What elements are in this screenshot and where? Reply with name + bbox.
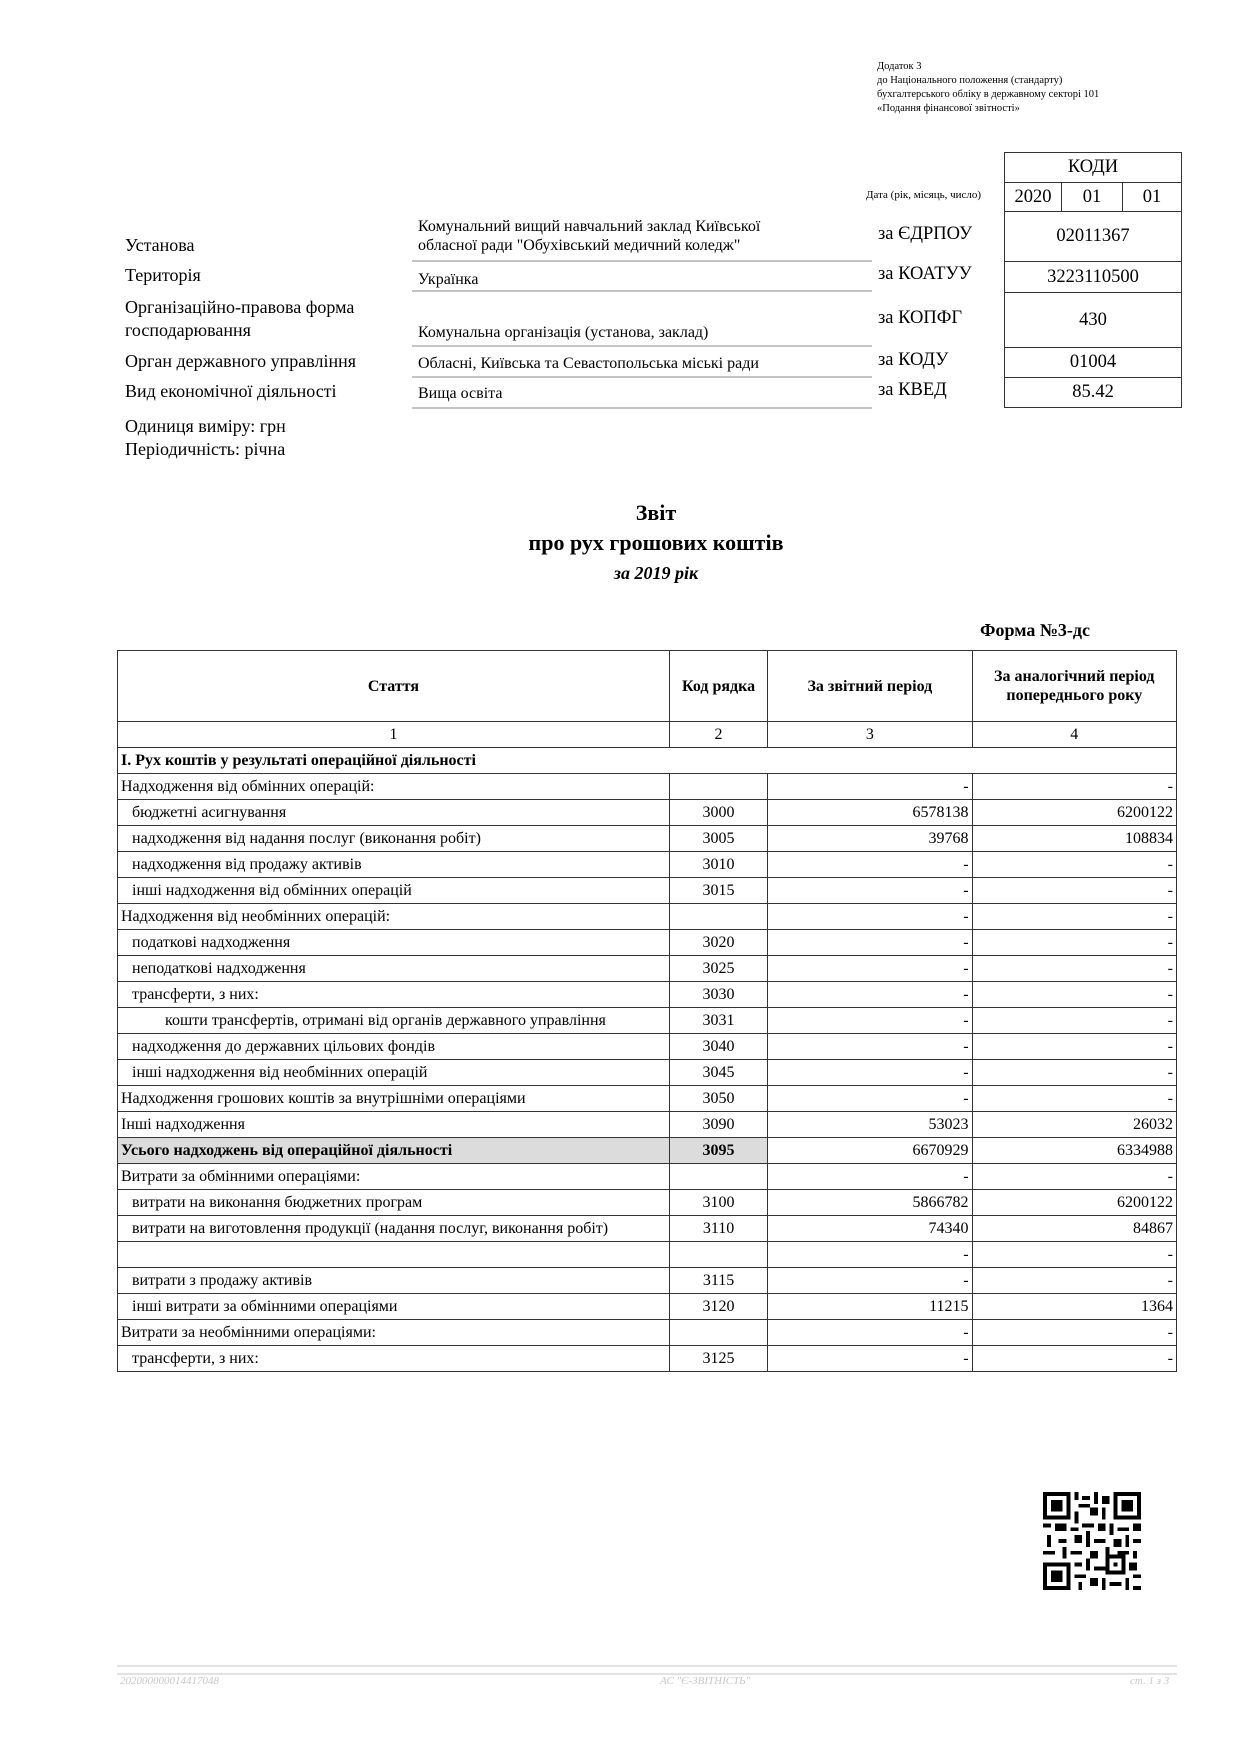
row-current: 74340: [768, 1216, 972, 1242]
row-label: надходження від продажу активів: [118, 852, 670, 878]
authority-value: Обласні, Київська та Севастопольська міські ради: [412, 352, 872, 378]
footer-divider: [117, 1665, 1177, 1675]
row-previous: -: [972, 982, 1176, 1008]
row-label: Інші надходження: [118, 1112, 670, 1138]
table-row: [118, 1164, 1177, 1190]
authority-label: Орган державного управління: [125, 351, 357, 371]
table-row: [118, 956, 1177, 982]
row-label: інші надходження від необмінних операцій: [118, 1060, 670, 1086]
appendix-note: [877, 60, 1099, 116]
column-number-row: [118, 722, 1177, 748]
table-row: [118, 826, 1177, 852]
institution-value: [412, 216, 872, 262]
date-year: 2020: [1005, 183, 1062, 212]
row-current: -: [768, 930, 972, 956]
table-row: [118, 852, 1177, 878]
row-previous: -: [972, 1060, 1176, 1086]
institution-value-line: Комунальний вищий навчальний заклад Київської: [418, 218, 761, 235]
row-previous: -: [972, 930, 1176, 956]
row-code: 3000: [669, 800, 767, 826]
row-code: 3095: [669, 1138, 767, 1164]
row-code: 3050: [669, 1086, 767, 1112]
row-previous: -: [972, 1268, 1176, 1294]
section-row: [118, 748, 1177, 774]
row-code: 3030: [669, 982, 767, 1008]
row-current: -: [768, 1242, 972, 1268]
row-current: -: [768, 1346, 972, 1372]
legal-form-label: [125, 296, 354, 342]
row-previous: 6200122: [972, 800, 1176, 826]
report-title: Звіт: [635, 500, 677, 525]
row-previous: 108834: [972, 826, 1176, 852]
row-label: податкові надходження: [118, 930, 670, 956]
table-row: [118, 878, 1177, 904]
row-previous: -: [972, 956, 1176, 982]
row-previous: 6334988: [972, 1138, 1176, 1164]
row-code: 3125: [669, 1346, 767, 1372]
table-row: [118, 1086, 1177, 1112]
row-code: 3025: [669, 956, 767, 982]
row-label: трансферти, з них:: [118, 1346, 670, 1372]
row-label: трансферти, з них:: [118, 982, 670, 1008]
cash-flow-table: [117, 650, 1177, 1372]
row-code: 3120: [669, 1294, 767, 1320]
appendix-line: до Національного положення (стандарту): [877, 75, 1063, 86]
section-title: І. Рух коштів у результаті операційної діяльності: [118, 748, 1177, 774]
table-row: [118, 800, 1177, 826]
report-period: за 2019 рік: [613, 563, 699, 583]
territory-label: Територія: [125, 265, 201, 285]
row-previous: -: [972, 852, 1176, 878]
footer-page: ст. 1 з 3: [1130, 1675, 1170, 1687]
row-current: -: [768, 878, 972, 904]
table-row: [118, 1060, 1177, 1086]
row-current: -: [768, 956, 972, 982]
report-subtitle: про рух грошових коштів: [528, 530, 784, 555]
row-label: Надходження грошових коштів за внутрішніми операціями: [118, 1086, 670, 1112]
row-current: -: [768, 982, 972, 1008]
table-row: [118, 1320, 1177, 1346]
column-number: 1: [118, 722, 670, 748]
row-label: надходження від надання послуг (виконання робіт): [118, 826, 670, 852]
row-code: 3040: [669, 1034, 767, 1060]
table-row: [118, 1294, 1177, 1320]
row-label: надходження до державних цільових фондів: [118, 1034, 670, 1060]
table-row: [118, 1268, 1177, 1294]
table-row: [118, 1008, 1177, 1034]
row-code: 3031: [669, 1008, 767, 1034]
row-code: [669, 1320, 767, 1346]
header-article: Стаття: [118, 651, 670, 722]
date-day: 01: [1123, 183, 1182, 212]
row-previous: -: [972, 1242, 1176, 1268]
row-label: витрати на виготовлення продукції (надання послуг, виконання робіт): [118, 1216, 670, 1242]
row-label: Усього надходжень від операційної діяльності: [118, 1138, 670, 1164]
row-current: -: [768, 1268, 972, 1294]
table-row: [118, 1034, 1177, 1060]
code-label-koatuu: за КОАТУУ: [878, 264, 972, 284]
row-previous: -: [972, 1034, 1176, 1060]
row-code: 3110: [669, 1216, 767, 1242]
institution-value-line: обласної ради "Обухівський медичний коледж": [418, 237, 741, 254]
appendix-line: бухгалтерського обліку в державному секторі 101: [877, 89, 1100, 100]
unit-label: Одиниця виміру: грн: [125, 416, 286, 436]
table-row: [118, 1216, 1177, 1242]
row-previous: 6200122: [972, 1190, 1176, 1216]
periodicity-label: Періодичність: річна: [125, 439, 286, 459]
row-previous: 1364: [972, 1294, 1176, 1320]
table-row: [118, 930, 1177, 956]
table-row: [118, 1346, 1177, 1372]
header-code: Код рядка: [669, 651, 767, 722]
row-label: Надходження від обмінних операцій:: [118, 774, 670, 800]
appendix-line: «Подання фінансової звітності»: [877, 103, 1020, 114]
activity-label: Вид економічної діяльності: [125, 381, 337, 401]
row-current: 6578138: [768, 800, 972, 826]
table-row: [118, 1242, 1177, 1268]
row-previous: -: [972, 878, 1176, 904]
row-current: -: [768, 852, 972, 878]
activity-value: Вища освіта: [412, 382, 872, 409]
code-edrpou: 02011367: [1005, 212, 1182, 262]
row-current: -: [768, 1164, 972, 1190]
codes-table: [1004, 152, 1182, 408]
form-number: Форма №3-дс: [980, 620, 1091, 640]
row-code: 3005: [669, 826, 767, 852]
row-current: -: [768, 1320, 972, 1346]
code-kopfg: 430: [1005, 293, 1182, 348]
legal-form-label-line: господарювання: [125, 320, 251, 340]
row-current: 11215: [768, 1294, 972, 1320]
code-label-edrpou: за ЄДРПОУ: [878, 224, 973, 244]
row-label: кошти трансфертів, отримані від органів державного управління: [118, 1008, 670, 1034]
row-label: бюджетні асигнування: [118, 800, 670, 826]
row-code: 3045: [669, 1060, 767, 1086]
row-current: -: [768, 1008, 972, 1034]
row-previous: -: [972, 1164, 1176, 1190]
row-code: 3015: [669, 878, 767, 904]
row-previous: -: [972, 1008, 1176, 1034]
table-row: [118, 1190, 1177, 1216]
code-kodu: 01004: [1005, 348, 1182, 378]
code-koatuu: 3223110500: [1005, 262, 1182, 293]
legal-form-label-line: Організаційно-правова форма: [125, 297, 355, 317]
row-current: -: [768, 1034, 972, 1060]
row-previous: 84867: [972, 1216, 1176, 1242]
table-header-row: [118, 651, 1177, 722]
row-previous: -: [972, 774, 1176, 800]
row-current: -: [768, 1086, 972, 1112]
row-label: витрати на виконання бюджетних програм: [118, 1190, 670, 1216]
column-number: 3: [768, 722, 972, 748]
row-current: -: [768, 904, 972, 930]
table-row: [118, 982, 1177, 1008]
table-row: [118, 904, 1177, 930]
code-kved: 85.42: [1005, 378, 1182, 408]
table-row: [118, 1112, 1177, 1138]
appendix-line: Додаток 3: [877, 61, 922, 72]
row-code: [669, 774, 767, 800]
legal-form-value: Комунальна організація (установа, заклад): [412, 321, 872, 347]
date-month: 01: [1062, 183, 1123, 212]
table-row: [118, 774, 1177, 800]
row-current: 5866782: [768, 1190, 972, 1216]
footer-system: АС "Є-ЗВІТНІСТЬ": [660, 1675, 751, 1687]
row-label: витрати з продажу активів: [118, 1268, 670, 1294]
row-code: [669, 904, 767, 930]
footer-doc-id: 202000000014417048: [120, 1675, 219, 1687]
row-current: 6670929: [768, 1138, 972, 1164]
row-previous: -: [972, 1320, 1176, 1346]
row-label: інші витрати за обмінними операціями: [118, 1294, 670, 1320]
row-current: -: [768, 1060, 972, 1086]
row-current: 53023: [768, 1112, 972, 1138]
row-previous: -: [972, 1086, 1176, 1112]
row-label: Витрати за необмінними операціями:: [118, 1320, 670, 1346]
date-label: Дата (рік, місяць, число): [866, 189, 982, 201]
row-label: Надходження від необмінних операцій:: [118, 904, 670, 930]
header-previous: За аналогічний період попереднього року: [972, 651, 1176, 722]
row-previous: -: [972, 904, 1176, 930]
row-code: [669, 1242, 767, 1268]
row-current: 39768: [768, 826, 972, 852]
row-code: 3100: [669, 1190, 767, 1216]
institution-label: Установа: [125, 235, 195, 255]
row-code: 3115: [669, 1268, 767, 1294]
row-label: інші надходження від обмінних операцій: [118, 878, 670, 904]
column-number: 4: [972, 722, 1176, 748]
row-label: неподаткові надходження: [118, 956, 670, 982]
code-label-kved: за КВЕД: [878, 380, 947, 400]
row-previous: -: [972, 1346, 1176, 1372]
qr-code-icon: [1043, 1492, 1141, 1590]
total-row: [118, 1138, 1177, 1164]
code-label-kopfg: за КОПФГ: [878, 308, 963, 328]
row-label: [118, 1242, 670, 1268]
header-current: За звітний період: [768, 651, 972, 722]
codes-header: КОДИ: [1005, 153, 1182, 183]
row-code: 3010: [669, 852, 767, 878]
row-code: 3090: [669, 1112, 767, 1138]
territory-value: Українка: [412, 268, 872, 292]
row-code: 3020: [669, 930, 767, 956]
row-previous: 26032: [972, 1112, 1176, 1138]
row-code: [669, 1164, 767, 1190]
code-label-kodu: за КОДУ: [878, 350, 949, 370]
row-label: Витрати за обмінними операціями:: [118, 1164, 670, 1190]
row-current: -: [768, 774, 972, 800]
column-number: 2: [669, 722, 767, 748]
